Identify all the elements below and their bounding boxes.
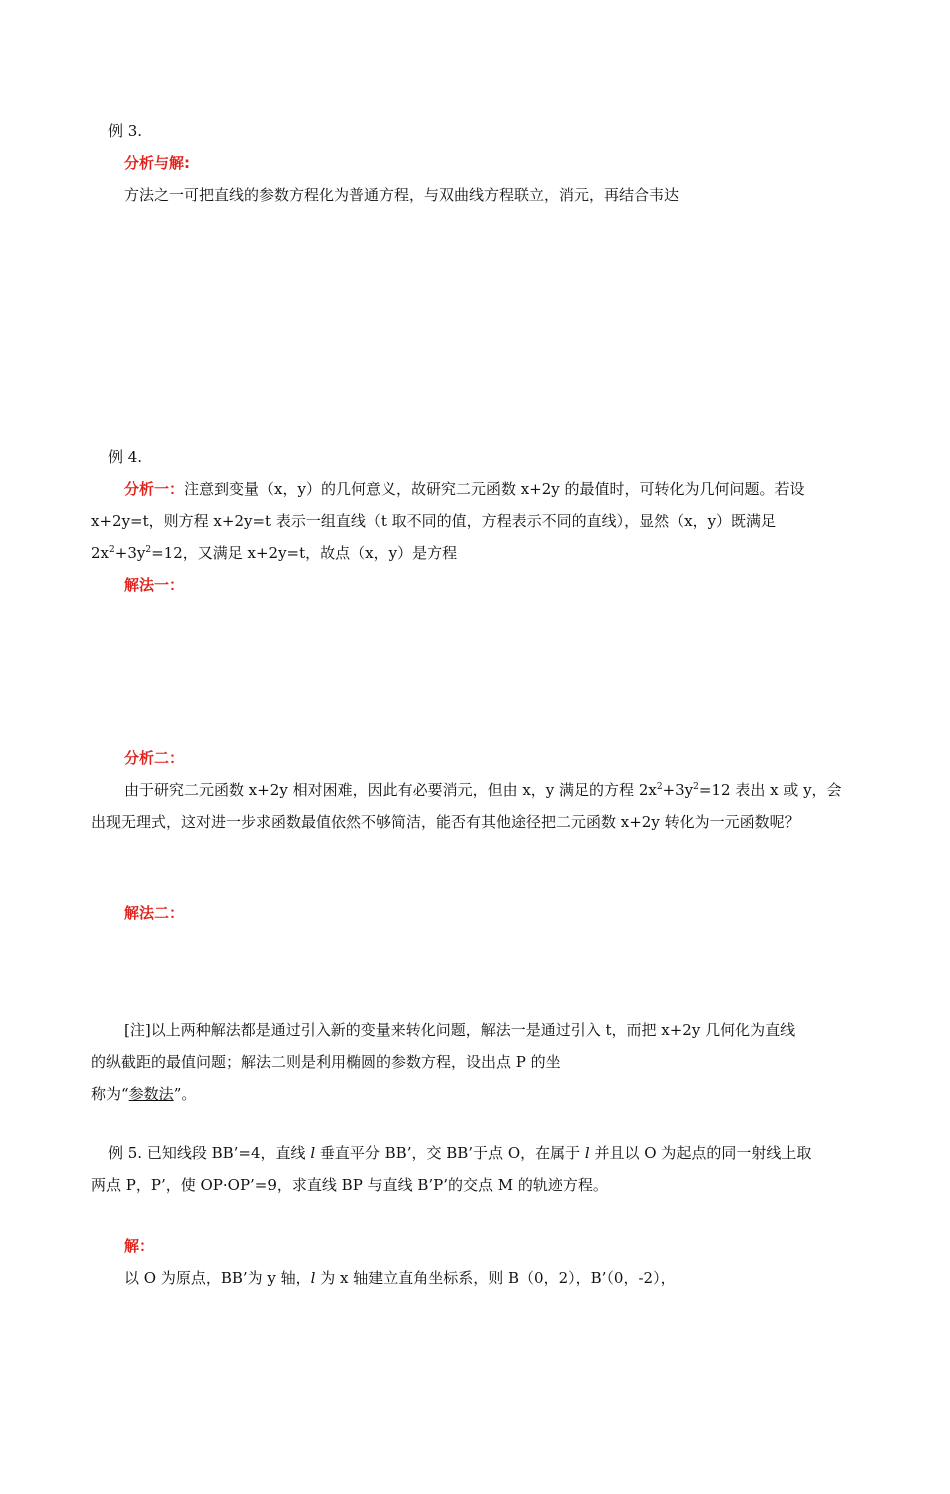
text-part: 为 x 轴建立直角坐标系，则 B（0，2），B’（0，-2）， xyxy=(315,1269,676,1287)
example-5-line-2: 两点 P，P’，使 OP·OP’=9，求直线 BP 与直线 B’P’的交点 M 的轨迹方程。 xyxy=(91,1176,608,1194)
analysis-2-line-1 xyxy=(124,780,842,800)
text-part: 例 5. 已知线段 BB’=4，直线 xyxy=(108,1144,311,1162)
parameter-method-term: 参数法 xyxy=(128,1085,174,1103)
analysis-2-line-2: 出现无理式，这对进一步求函数最值依然不够简洁，能否有其他途径把二元函数 x+2y 转化为一元函数呢？ xyxy=(91,813,800,831)
text-part: ”。 xyxy=(173,1085,197,1103)
text-part: 并且以 O 为起点的同一射线上取 xyxy=(589,1144,812,1162)
example-3-analysis-heading: 分析与解: xyxy=(124,154,190,172)
text-part: +3y xyxy=(662,781,694,799)
superscript: 2 xyxy=(693,782,699,792)
text-part: 以 O 为原点，BB’为 y 轴， xyxy=(124,1269,311,1287)
example-5-solution-label: 解： xyxy=(124,1237,155,1255)
text-part: 垂直平分 BB’，交 BB’于点 O，在属于 xyxy=(315,1144,585,1162)
superscript: 2 xyxy=(656,782,663,792)
note-line-3 xyxy=(91,1084,196,1104)
example-4-analysis-1-line-3 xyxy=(91,543,457,563)
superscript: 2 xyxy=(145,545,152,555)
equation-part: 2x xyxy=(91,544,110,562)
example-3-title: 例 3. xyxy=(108,122,143,140)
line-variable: l xyxy=(584,1144,590,1162)
equation-part: +3y xyxy=(114,544,146,562)
example-5-line-1 xyxy=(108,1143,811,1163)
text-part: =12 表出 x 或 y，会 xyxy=(698,781,842,799)
note-line-1: [注]以上两种解法都是通过引入新的变量来转化问题，解法一是通过引入 t，而把 x+2y 几何化为直线 xyxy=(124,1021,796,1039)
example-3-text: 方法之一可把直线的参数方程化为普通方程，与双曲线方程联立，消元，再结合韦达 xyxy=(124,186,680,204)
solution-1-label: 解法一： xyxy=(124,576,185,594)
example-5-solution-line-1 xyxy=(124,1268,676,1288)
note-line-2: 的纵截距的最值问题；解法二则是利用椭圆的参数方程，设出点 P 的坐 xyxy=(91,1053,561,1071)
analysis-1-text: 注意到变量（x，y）的几何意义，故研究二元函数 x+2y 的最值时，可转化为几何问题。若设 xyxy=(184,480,805,498)
example-4-title: 例 4. xyxy=(108,448,143,466)
equation-part: =12，又满足 x+2y=t，故点（x，y）是方程 xyxy=(151,544,458,562)
example-4-analysis-1-line-1 xyxy=(124,479,860,499)
text-part: 称为“ xyxy=(91,1085,129,1103)
line-variable: l xyxy=(310,1269,316,1287)
solution-2-label: 解法二： xyxy=(124,904,185,922)
example-4-analysis-1-line-2: x+2y=t，则方程 x+2y=t 表示一组直线（t 取不同的值，方程表示不同的直线），显然（x，y）既满足 xyxy=(91,512,777,530)
text-part: 由于研究二元函数 x+2y 相对困难，因此有必要消元，但由 x，y 满足的方程 2x xyxy=(124,781,657,799)
superscript: 2 xyxy=(109,545,115,555)
analysis-1-label: 分析一： xyxy=(124,480,185,498)
analysis-2-label: 分析二： xyxy=(124,749,185,767)
line-variable: l xyxy=(310,1144,316,1162)
